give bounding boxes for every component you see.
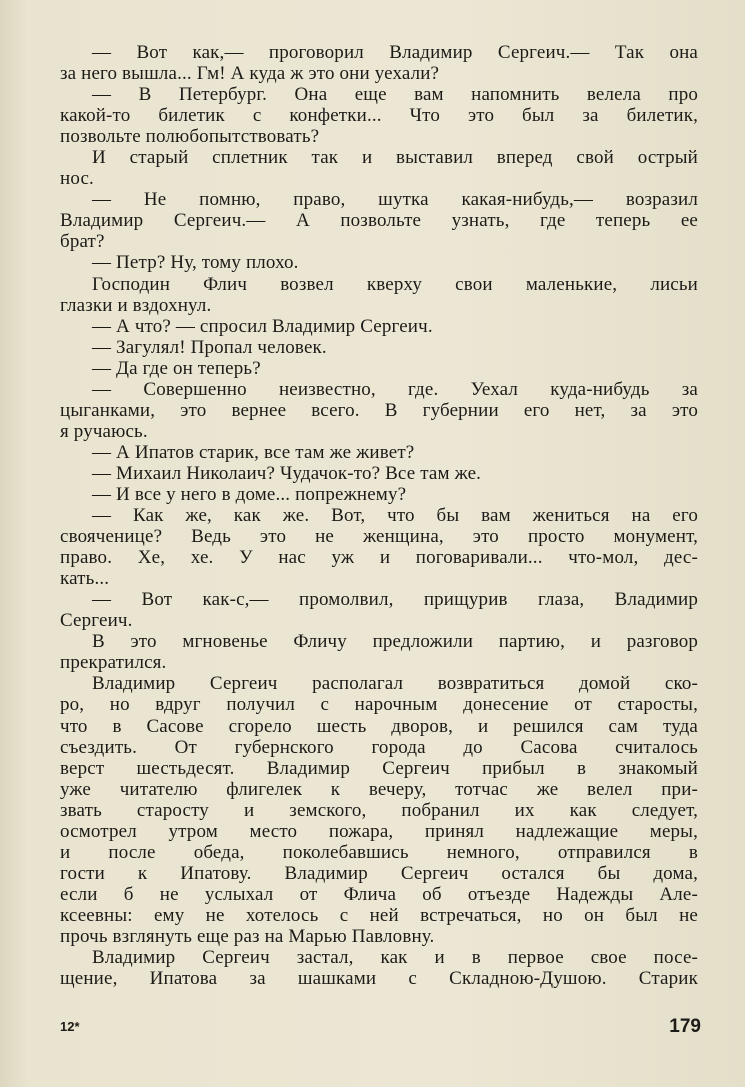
text-line: — Загулял! Пропал человек. [92, 336, 327, 358]
text-line: щение, Ипатова за шашками с Складною-Душою. Старик [60, 968, 698, 990]
text-line: — А что? — спросил Владимир Сергеич. [92, 315, 433, 337]
text-line: — Да где он теперь? [92, 357, 261, 379]
text-line: Сергеич. [60, 610, 133, 632]
text-line: что в Сасове сгорело шесть дворов, и решился сам туда [60, 715, 698, 737]
text-line: — Вот как-с,— промолвил, прищурив глаза, Владимир [92, 589, 698, 611]
text-line: Владимир Сергеич.— А позвольте узнать, где теперь ее [60, 210, 698, 232]
text-line: осмотрел утром место пожара, принял надлежащие меры, [60, 820, 698, 842]
text-line: я ручаюсь. [60, 420, 148, 442]
text-line: гости к Ипатову. Владимир Сергеич остался бы дома, [60, 862, 698, 884]
text-line: прочь взглянуть еще раз на Марью Павловну. [60, 925, 435, 947]
text-line: ро, но вдруг получил с нарочным донесение от старосты, [60, 694, 698, 716]
page-text [60, 42, 698, 989]
page-number: 179 [669, 1016, 701, 1037]
text-line: И старый сплетник так и выставил вперед свой острый [92, 147, 698, 169]
printer-signature-mark: 12* [60, 1019, 80, 1034]
text-line: и после обеда, поколебавшись немного, отправился в [60, 841, 698, 863]
text-line: позвольте полюбопытствовать? [60, 126, 320, 148]
text-line: Владимир Сергеич застал, как и в первое свое посе- [92, 947, 698, 969]
text-line: кать... [60, 568, 110, 590]
text-line: если б не услыхал от Флича об отъезде Надежды Але- [60, 883, 698, 905]
text-line: нос. [60, 168, 94, 190]
text-line: — Петр? Ну, тому плохо. [92, 252, 299, 274]
text-line: звать старосту и земского, побранил их как следует, [60, 799, 698, 821]
text-line: прекратился. [60, 652, 167, 674]
text-line: свояченице? Ведь это не женщина, это просто монумент, [60, 526, 698, 548]
text-line: — Михаил Николаич? Чудачок-то? Все там же. [92, 462, 482, 484]
text-line: — И все у него в доме... попрежнему? [92, 483, 407, 505]
text-line: ксеевны: ему не хотелось с ней встречаться, но он был не [60, 904, 698, 926]
text-line: какой-то билетик с конфетки... Что это был за билетик, [60, 105, 698, 127]
text-line: — Вот как,— проговорил Владимир Сергеич.— Так она [92, 42, 698, 63]
text-line: цыганками, это вернее всего. В губернии его нет, за это [60, 399, 698, 421]
text-line: брат? [60, 231, 105, 253]
text-line: верст шестьдесят. Владимир Сергеич прибыл в знакомый [60, 757, 698, 779]
text-line: глазки и вздохнул. [60, 294, 212, 316]
text-line: за него вышла... Гм! А куда ж это они уехали? [60, 63, 440, 85]
text-line: Владимир Сергеич располагал возвратиться домой ско- [92, 673, 698, 695]
text-line: — Не помню, право, шутка какая-нибудь,— возразил [92, 189, 698, 211]
text-line: право. Хе, хе. У нас уж и поговаривали... что-мол, дес- [60, 547, 698, 569]
text-line: В это мгновенье Фличу предложили партию, и разговор [92, 631, 698, 653]
text-line: — Совершенно неизвестно, где. Уехал куда-нибудь за [92, 378, 698, 400]
text-line: — Как же, как же. Вот, что бы вам жениться на его [92, 505, 698, 527]
text-line: Господин Флич возвел кверху свои маленькие, лисьи [92, 273, 698, 295]
text-line: — А Ипатов старик, все там же живет? [92, 441, 415, 463]
text-line: уже читателю флигелек к вечеру, тотчас же велел при- [60, 778, 698, 800]
text-line: съездить. От губернского города до Сасова считалось [60, 736, 698, 758]
text-line: — В Петербург. Она еще вам напомнить велела про [92, 84, 698, 106]
